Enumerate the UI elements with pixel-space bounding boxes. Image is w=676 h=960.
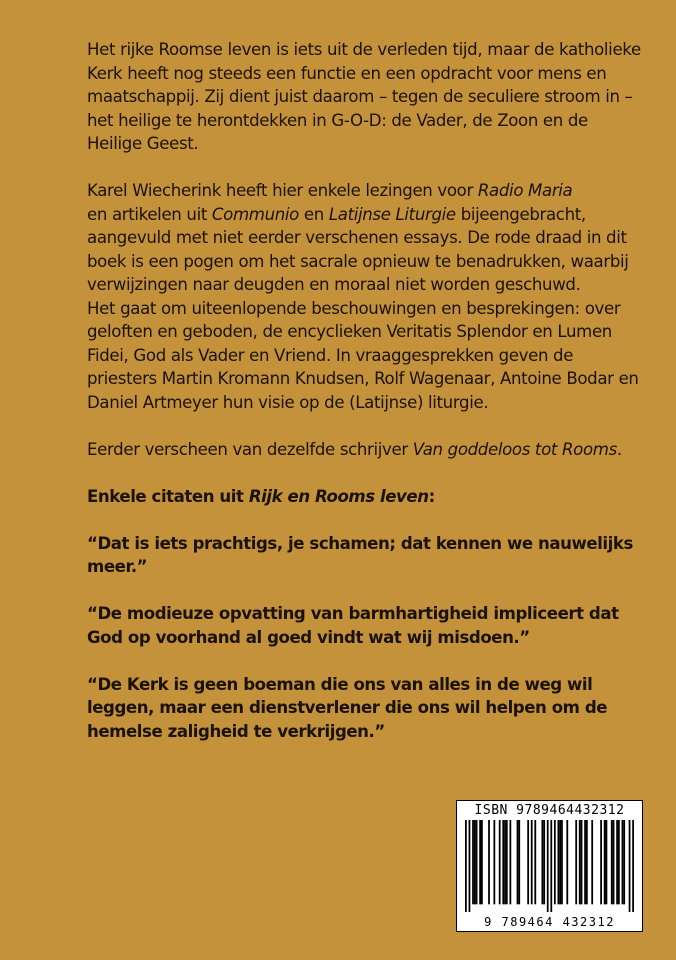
barcode-bars: [465, 820, 634, 912]
intro-paragraph: Het rijke Roomse leven is iets uit de verleden tijd, maar de katholieke Kerk heeft nog steeds een functie en een opdracht voor mens en maatschappij. Zij dient juist daarom – tegen de seculiere stroom in – het heilige te herontdekken in G-O-D: de Vader, de Zoon en de Heilige Geest.: [87, 40, 641, 153]
barcode-bar: [465, 820, 467, 912]
barcode-bar: [541, 820, 543, 904]
barcode-bar: [604, 820, 606, 904]
barcode-bar: [618, 820, 620, 904]
barcode-bar: [476, 820, 478, 904]
barcode-bar: [481, 820, 483, 904]
barcode-bar: [566, 820, 568, 904]
isbn-barcode: [456, 800, 643, 932]
barcode-bar: [558, 820, 560, 904]
barcode-bar: [506, 820, 508, 904]
barcode-bar: [472, 820, 474, 904]
barcode-bar: [509, 820, 511, 904]
barcode-bar: [547, 820, 549, 912]
barcode-bar: [493, 820, 495, 904]
barcode-bar: [504, 820, 506, 904]
barcode-bar: [591, 820, 593, 904]
barcode-bar: [611, 820, 613, 904]
quote-3: “De Kerk is geen boeman die ons van alles in de weg wil leggen, maar een dienstverlener die ons wil helpen om de hemelse zaligheid te verkrijgen.”: [87, 674, 608, 741]
isbn-digits: 9 789464 432312: [484, 915, 615, 929]
barcode-bar: [600, 820, 602, 904]
barcode-bar: [616, 820, 618, 904]
isbn-label: ISBN 9789464432312: [474, 803, 625, 818]
title-van-goddeloos-tot-rooms: Van goddeloos tot Rooms: [412, 439, 617, 459]
barcode-bar: [559, 820, 561, 904]
quotes-heading: Enkele citaten uit Rijk en Rooms leven:: [87, 486, 435, 506]
barcode-bar: [606, 820, 608, 904]
barcode-bar: [534, 820, 536, 904]
quote-1: “Dat is iets prachtigs, je schamen; dat kennen we nauwelijks meer.”: [87, 533, 633, 576]
previous-work-paragraph: Eerder verscheen van dezelfde schrijver Van goddeloos tot Rooms.: [87, 439, 622, 459]
barcode-bar: [629, 820, 631, 912]
title-radio-maria: Radio Maria: [477, 181, 573, 200]
barcode-bar: [632, 820, 634, 912]
book-title: Rijk en Rooms leven: [248, 486, 429, 506]
barcode-bar: [586, 820, 588, 904]
contents-paragraph: Karel Wiecherink heeft hier enkele lezingen voor Radio Maria en artikelen uit Communio en Latijnse Liturgie bijeengebracht, aangevuld met niet eerder verschenen essays. De rode draad in dit boek is een pogen om het sacrale opnieuw te benadrukken, waarbij verwijzingen naar deugden en moraal niet worden geschuwd.: [87, 181, 629, 294]
barcode-bar: [581, 820, 583, 904]
barcode-bar: [499, 820, 501, 904]
barcode-bar: [622, 820, 624, 904]
barcode-bar: [579, 820, 581, 904]
barcode-bar: [469, 820, 471, 912]
barcode-bar: [550, 820, 552, 912]
barcode-bar: [623, 820, 625, 904]
barcode-bar: [502, 820, 504, 904]
barcode-bar: [518, 820, 520, 904]
barcode-bar: [474, 820, 476, 904]
interviews-paragraph: Het gaat om uiteenlopende beschouwingen en besprekingen: over geloften en geboden, de encyclieken Veritatis Splendor en Lumen Fidei, God als Vader en Vriend. In vraaggesprekken geven de priesters Martin Kromann Knudsen, Rolf Wagenaar, Antoine Bodar en Daniel Artmeyer hun visie op de (Latijnse) liturgie.: [87, 298, 639, 412]
quote-2: “De modieuze opvatting van barmhartigheid impliceert dat God op voorhand al goed vindt wat wij misdoen.”: [87, 604, 619, 647]
barcode-bar: [527, 820, 529, 904]
barcode-bar: [517, 820, 519, 904]
barcode-bar: [554, 820, 556, 904]
title-latijnse-liturgie: Latijnse Liturgie: [328, 204, 456, 224]
barcode-bar: [543, 820, 545, 904]
barcode-bar: [561, 820, 563, 904]
barcode-bar: [584, 820, 586, 904]
barcode-bar: [613, 820, 615, 904]
back-cover-text: [87, 38, 647, 743]
barcode-bar: [479, 820, 481, 904]
barcode-bar: [575, 820, 577, 904]
barcode-bar: [531, 820, 533, 904]
barcode-bar: [488, 820, 490, 904]
title-communio: Communio: [211, 204, 299, 224]
